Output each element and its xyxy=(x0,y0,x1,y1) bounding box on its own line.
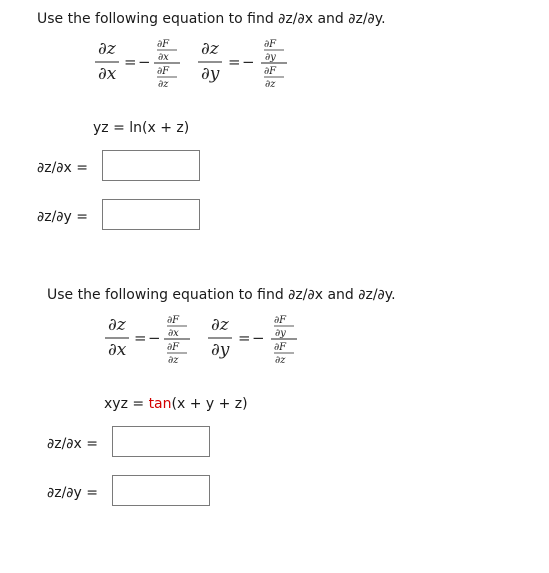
problem-2-implicit-diff-formula xyxy=(94,310,324,372)
dz-small: ∂z xyxy=(158,79,169,90)
problem-1-dzdy-answer-input[interactable] xyxy=(102,199,200,230)
dz-numerator: ∂z xyxy=(108,315,126,335)
dz-numerator: ∂z xyxy=(201,39,219,59)
dx-small: ∂x xyxy=(168,328,179,339)
dF-small: ∂F xyxy=(157,66,170,77)
problem-2-dzdx-label: ∂z/∂x = xyxy=(47,436,99,452)
equation-function: tan xyxy=(148,396,172,412)
minus-sign: − xyxy=(242,53,255,71)
minus-sign: − xyxy=(138,53,151,71)
minus-sign: − xyxy=(252,329,265,347)
dz-small: ∂z xyxy=(168,355,179,366)
problem-1-implicit-diff-formula xyxy=(84,34,314,96)
problem-1-dzdx-answer-input[interactable] xyxy=(102,150,200,181)
problem-1-dzdx-label: ∂z/∂x = xyxy=(37,160,89,176)
dy-small: ∂y xyxy=(265,52,276,63)
dF-small: ∂F xyxy=(157,39,170,50)
dF-small: ∂F xyxy=(167,315,180,326)
equals-sign: = xyxy=(124,53,137,71)
dy-small: ∂y xyxy=(275,328,286,339)
problem-2-equation xyxy=(104,396,248,412)
equals-sign: = xyxy=(238,329,251,347)
dF-small: ∂F xyxy=(264,39,277,50)
equals-sign: = xyxy=(134,329,147,347)
problem-2-dzdy-label: ∂z/∂y = xyxy=(47,485,99,501)
equation-suffix: (x + y + z) xyxy=(171,396,248,412)
dF-small: ∂F xyxy=(274,315,287,326)
problem-1-dzdy-label: ∂z/∂y = xyxy=(37,209,89,225)
problem-2-instruction: Use the following equation to find ∂z/∂x and ∂z/∂y. xyxy=(47,287,396,303)
problem-2-dzdx-answer-input[interactable] xyxy=(112,426,210,457)
problem-1-instruction: Use the following equation to find ∂z/∂x and ∂z/∂y. xyxy=(37,11,386,27)
minus-sign: − xyxy=(148,329,161,347)
problem-2-dzdy-answer-input[interactable] xyxy=(112,475,210,506)
dz-numerator: ∂z xyxy=(98,39,116,59)
equals-sign: = xyxy=(228,53,241,71)
equation-prefix: yz = ln(x + z) xyxy=(93,120,190,136)
problem-1-equation xyxy=(93,120,189,136)
dy-denominator: ∂y xyxy=(211,340,230,360)
equation-prefix: xyz = xyxy=(104,396,149,412)
dF-small: ∂F xyxy=(264,66,277,77)
dz-small: ∂z xyxy=(275,355,286,366)
dz-small: ∂z xyxy=(265,79,276,90)
dF-small: ∂F xyxy=(274,342,287,353)
dz-numerator: ∂z xyxy=(211,315,229,335)
dx-denominator: ∂x xyxy=(108,340,127,360)
dF-small: ∂F xyxy=(167,342,180,353)
dx-denominator: ∂x xyxy=(98,64,117,84)
dy-denominator: ∂y xyxy=(201,64,220,84)
dx-small: ∂x xyxy=(158,52,169,63)
